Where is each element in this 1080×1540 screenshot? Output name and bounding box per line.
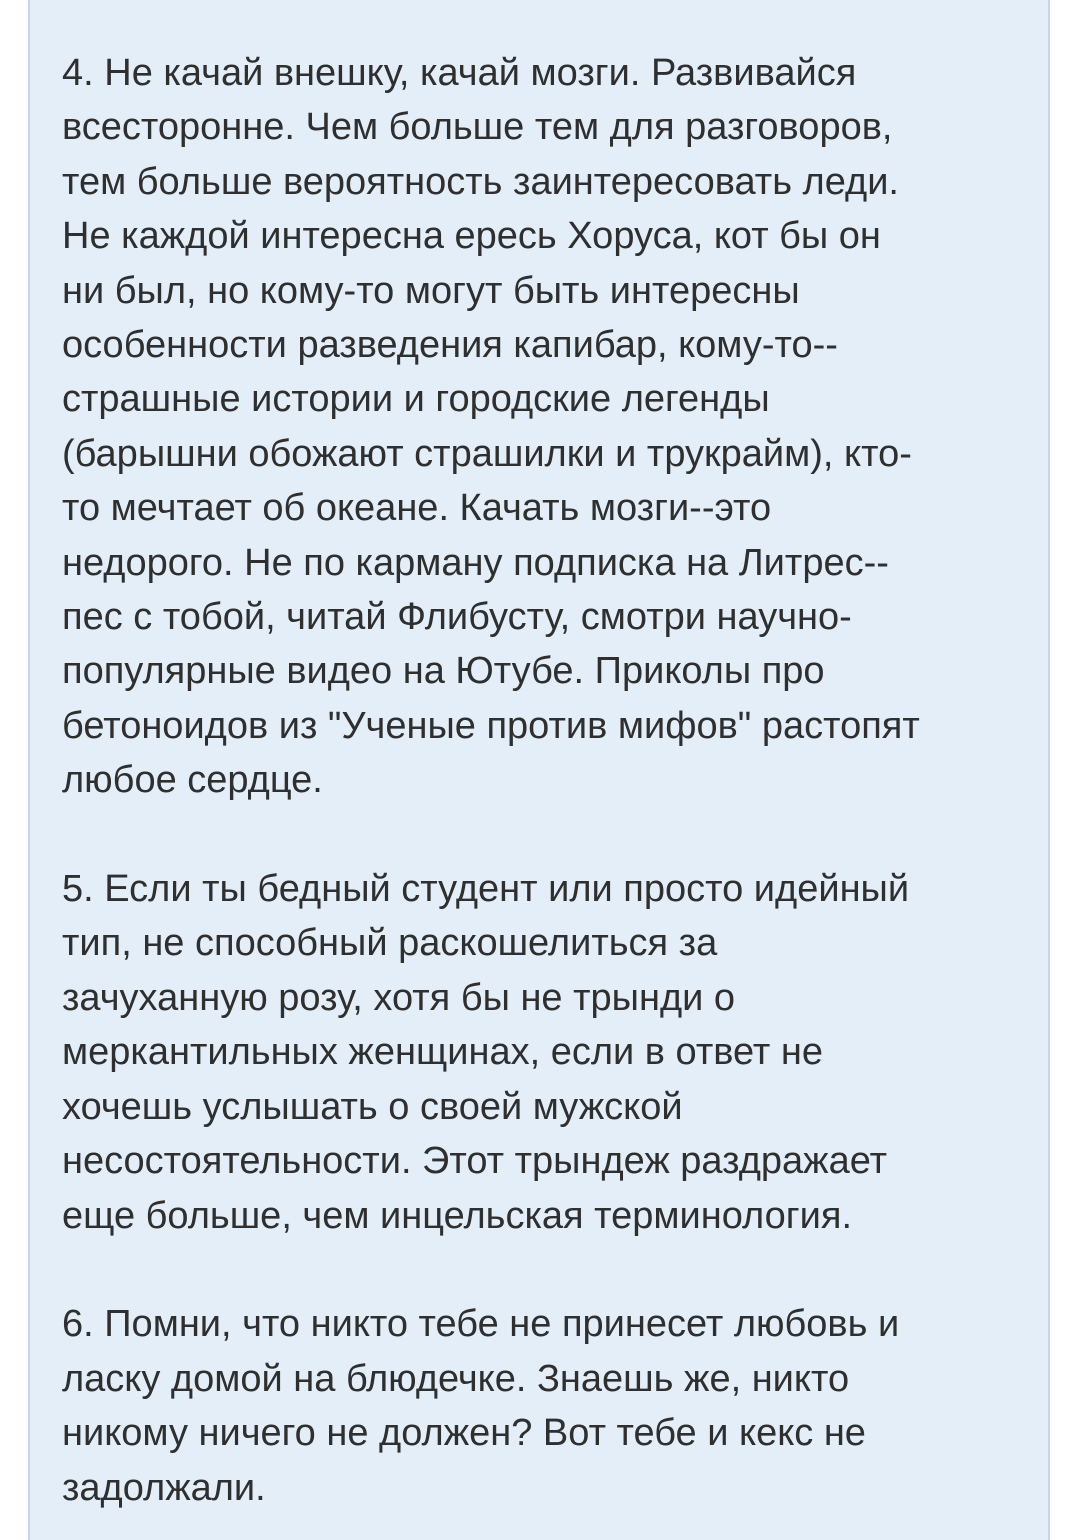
message-text[interactable] <box>62 46 1032 1515</box>
message-paragraph-4: 4. Не качай внешку, качай мозги. Развивайся всесторонне. Чем больше тем для разговоров, тем больше вероятность заинтересовать леди. Не каждой интересна ересь Хоруса, кот бы он ни был, но кому-то могут быть интересны особенности разведения капибар, кому-то-- страшные истории и городские легенды (барышни обожают страшилки и трукрайм), кто- то мечтает об океане. Качать мозги--это недорого. Не по карману подписка на Литрес-- пес с тобой, читай Флибусту, смотри научно- популярные видео на Ютубе. Приколы про бетоноидов из "Ученые против мифов" растопят любое сердце. <box>62 52 920 802</box>
message-paragraph-6: 6. Помни, что никто тебе не принесет любовь и ласку домой на блюдечке. Знаешь же, никто никому ничего не должен? Вот тебе и кекс не задолжали. <box>62 1303 900 1509</box>
message-paragraph-5: 5. Если ты бедный студент или просто идейный тип, не способный раскошелиться за зачуханную розу, хотя бы не трынди о меркантильных женщинах, если в ответ не хочешь услышать о своей мужской несостоятельности. Этот трындеж раздражает еще больше, чем инцельская терминология. <box>62 868 910 1237</box>
